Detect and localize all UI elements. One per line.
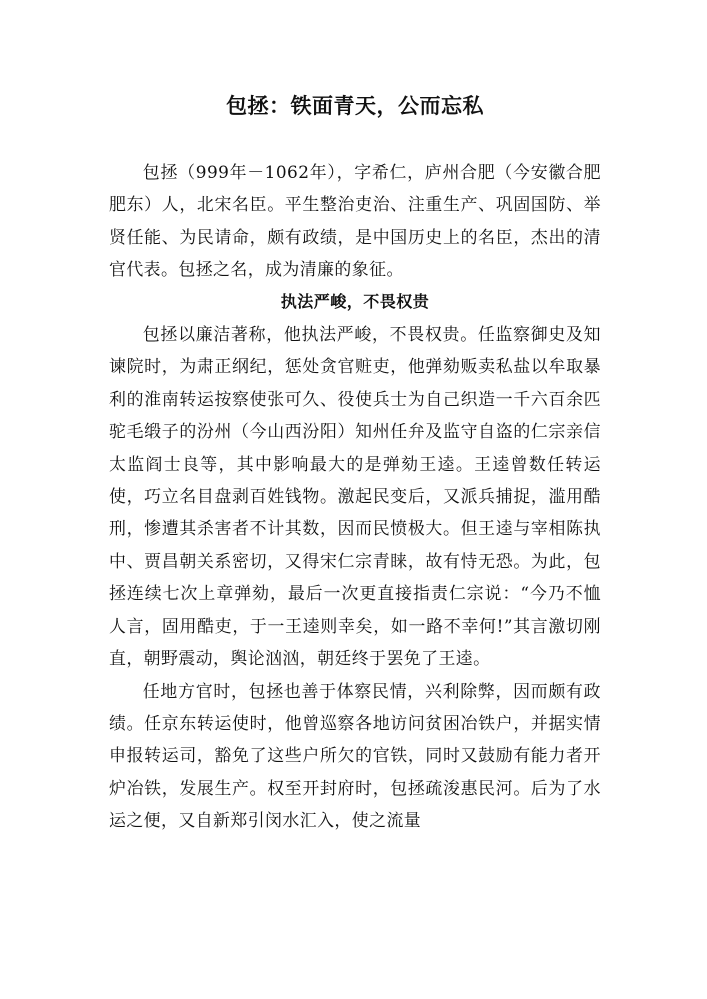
intro-paragraph: 包拯（999年－1062年），字希仁，庐州合肥（今安徽合肥肥东）人，北宋名臣。平生整治吏治、注重生产、巩固国防、举贤任能、为民请命，颇有政绩，是中国历史上的名臣，杰出的清官代表。包拯之名，成为清廉的象征。 bbox=[109, 162, 601, 280]
section-heading: 执法严峻，不畏权贵 bbox=[280, 291, 430, 311]
body-paragraph-impeachment: 包拯以廉洁著称，他执法严峻，不畏权贵。任监察御史及知谏院时，为肃正纲纪，惩处贪官赃吏，他弹劾贩卖私盐以牟取暴利的淮南转运按察使张可久、役使兵士为自己织造一千六百余匹驼毛缎子的汾州（今山西汾阳）知州任弁及监守自盗的仁宗亲信太监阎士良等，其中影响最大的是弹劾王逵。王逵曾数任转运使，巧立名目盘剥百姓钱物。激起民变后，又派兵捕捉，滥用酷刑，惨遭其杀害者不计其数，因而民愤极大。但王逵与宰相陈执中、贾昌朝关系密切，又得宋仁宗青睐，故有恃无恐。为此，包拯连续七次上章弹劾，最后一次更直接指责仁宗说：“今乃不恤人言，固用酷吏，于一王逵则幸矣，如一路不幸何!”其言激切刚直，朝野震动，舆论汹汹，朝廷终于罢免了王逵。 bbox=[109, 324, 601, 669]
document-title: 包拯：铁面青天，公而忘私 bbox=[226, 93, 484, 118]
document-body bbox=[109, 156, 601, 837]
body-paragraph-local-governance: 任地方官时，包拯也善于体察民情，兴利除弊，因而颇有政绩。任京东转运使时，他曾巡察各地访问贫困冶铁户，并据实情申报转运司，豁免了这些户所欠的官铁，同时又鼓励有能力者开炉冶铁，发展生产。权至开封府时，包拯疏浚惠民河。后为了水运之便，又自新郑引闵水汇入，使之流量 bbox=[109, 680, 601, 831]
